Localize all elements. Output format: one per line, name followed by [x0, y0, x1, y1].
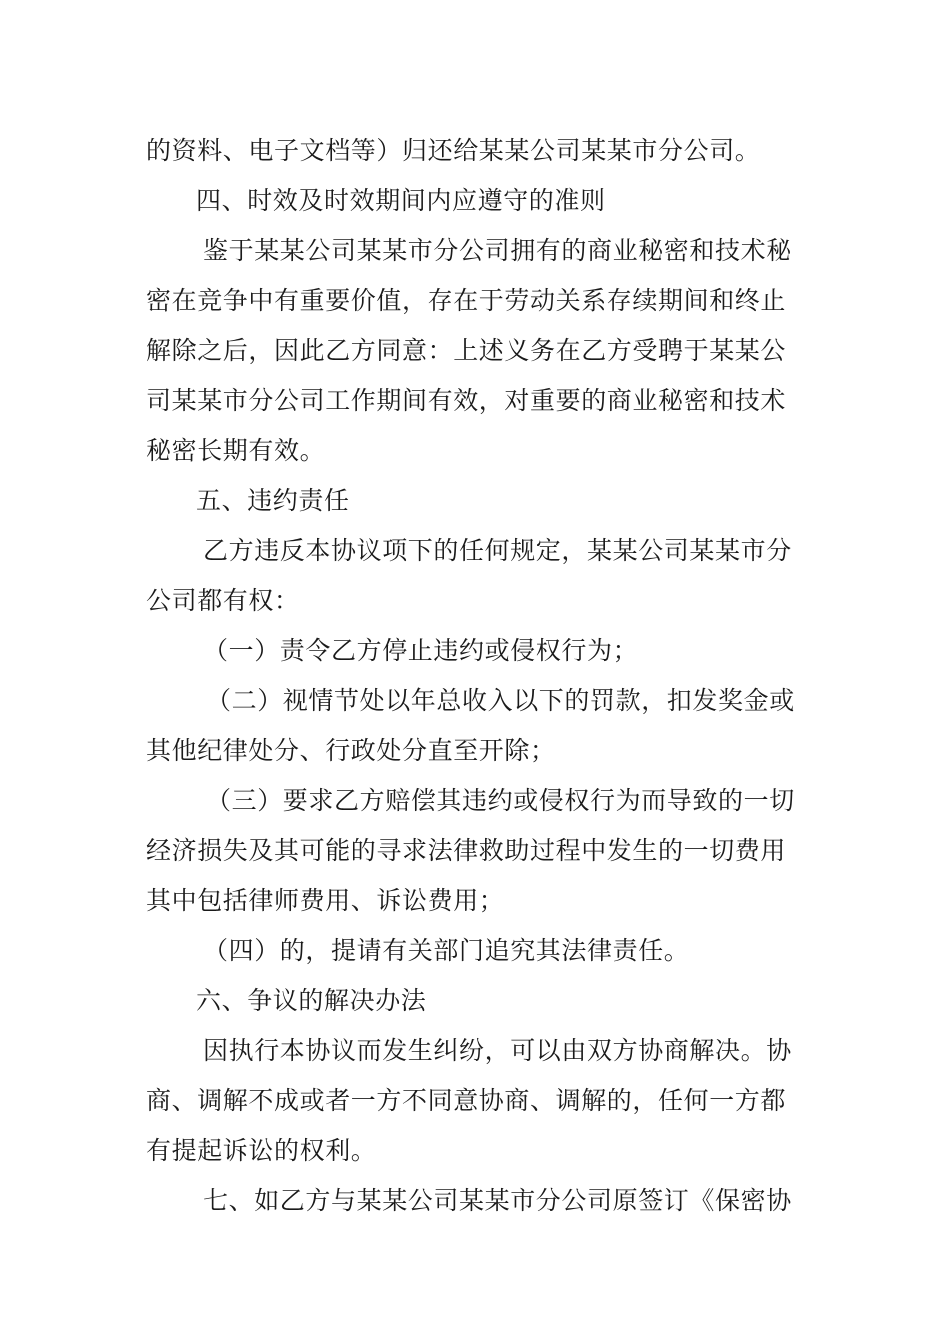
list-item-1: （一）责令乙方停止违约或侵权行为；	[203, 636, 639, 665]
section-heading-5: 五、违约责任	[196, 486, 350, 515]
text-line: 的资料、电子文档等）归还给某某公司某某市分公司。	[146, 136, 761, 165]
text-line: 经济损失及其可能的寻求法律救助过程中发生的一切费用	[146, 836, 787, 865]
section-heading-7: 七、如乙方与某某公司某某市分公司原签订《保密协	[203, 1186, 792, 1215]
text-line: 鉴于某某公司某某市分公司拥有的商业秘密和技术秘	[203, 236, 792, 265]
text-line: 密在竞争中有重要价值，存在于劳动关系存续期间和终止	[146, 286, 787, 315]
list-item-4: （四）的，提请有关部门追究其法律责任。	[203, 936, 690, 965]
text-line: 秘密长期有效。	[146, 436, 326, 465]
section-heading-4: 四、时效及时效期间内应遵守的准则	[196, 186, 606, 215]
text-line: 商、调解不成或者一方不同意协商、调解的，任何一方都	[146, 1086, 787, 1115]
text-line: 司某某市分公司工作期间有效，对重要的商业秘密和技术	[146, 386, 787, 415]
list-item-3: （三）要求乙方赔偿其违约或侵权行为而导致的一切	[206, 786, 795, 815]
text-line: 因执行本协议而发生纠纷，可以由双方协商解决。协	[203, 1036, 792, 1065]
section-heading-6: 六、争议的解决办法	[196, 986, 427, 1015]
list-item-2: （二）视情节处以年总收入以下的罚款，扣发奖金或	[206, 686, 795, 715]
text-line: 其他纪律处分、行政处分直至开除；	[146, 736, 556, 765]
text-line: 公司都有权：	[146, 586, 300, 615]
text-line: 乙方违反本协议项下的任何规定，某某公司某某市分	[203, 536, 792, 565]
text-line: 有提起诉讼的权利。	[146, 1136, 377, 1165]
text-line: 解除之后，因此乙方同意：上述义务在乙方受聘于某某公	[146, 336, 787, 365]
text-line: 其中包括律师费用、诉讼费用；	[146, 886, 505, 915]
